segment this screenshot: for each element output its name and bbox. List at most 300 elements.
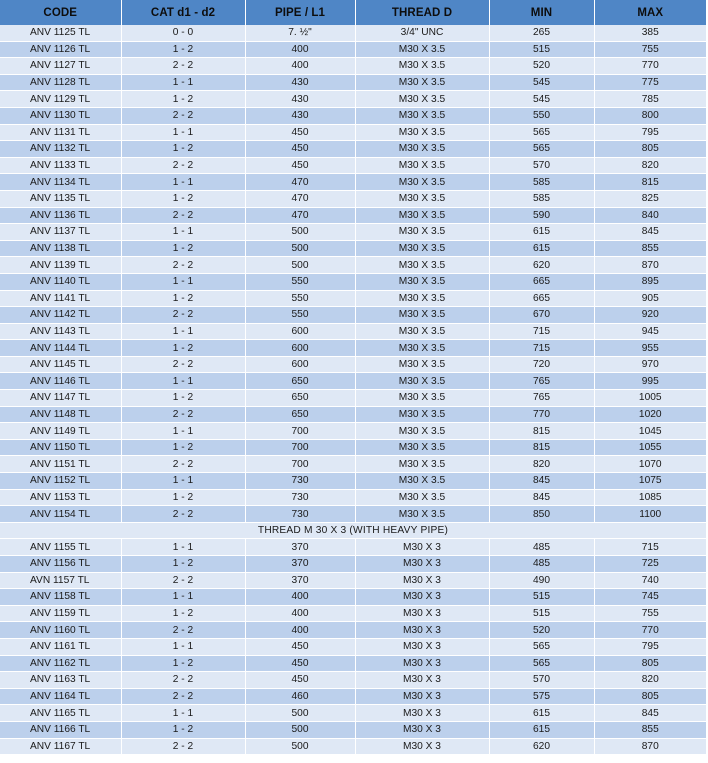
- table-row: [0, 622, 706, 639]
- table-row: [0, 473, 706, 490]
- cell-max: 770: [594, 58, 706, 75]
- cell-cat: 1 - 2: [121, 91, 245, 108]
- cell-min: 765: [489, 390, 594, 407]
- cell-pipe: 430: [245, 107, 355, 124]
- cell-cat: 1 - 2: [121, 390, 245, 407]
- table-row: [0, 356, 706, 373]
- cell-min: 615: [489, 224, 594, 241]
- cell-thread: M30 X 3: [355, 721, 489, 738]
- cell-max: 715: [594, 539, 706, 556]
- table-row: [0, 439, 706, 456]
- cell-pipe: 700: [245, 439, 355, 456]
- cell-pipe: 730: [245, 489, 355, 506]
- cell-min: 845: [489, 473, 594, 490]
- table-row: [0, 572, 706, 589]
- cell-thread: M30 X 3: [355, 688, 489, 705]
- cell-min: 565: [489, 141, 594, 158]
- cell-cat: 1 - 2: [121, 489, 245, 506]
- cell-thread: M30 X 3.5: [355, 257, 489, 274]
- cell-min: 490: [489, 572, 594, 589]
- cell-thread: M30 X 3: [355, 705, 489, 722]
- cell-max: 785: [594, 91, 706, 108]
- table-row: [0, 290, 706, 307]
- cell-code: ANV 1159 TL: [0, 605, 121, 622]
- cell-min: 620: [489, 738, 594, 755]
- cell-code: ANV 1126 TL: [0, 41, 121, 58]
- cell-max: 905: [594, 290, 706, 307]
- cell-thread: M30 X 3: [355, 738, 489, 755]
- cell-max: 945: [594, 323, 706, 340]
- cell-cat: 1 - 1: [121, 423, 245, 440]
- cell-cat: 1 - 1: [121, 224, 245, 241]
- column-header-thread: THREAD D: [355, 0, 489, 25]
- cell-thread: M30 X 3.5: [355, 489, 489, 506]
- cell-code: ANV 1160 TL: [0, 622, 121, 639]
- cell-code: AVN 1157 TL: [0, 572, 121, 589]
- cell-code: ANV 1144 TL: [0, 340, 121, 357]
- cell-cat: 2 - 2: [121, 456, 245, 473]
- cell-pipe: 500: [245, 257, 355, 274]
- cell-min: 575: [489, 688, 594, 705]
- cell-code: ANV 1133 TL: [0, 157, 121, 174]
- cell-code: ANV 1158 TL: [0, 589, 121, 606]
- table-row: [0, 257, 706, 274]
- cell-pipe: 470: [245, 207, 355, 224]
- table-row: [0, 41, 706, 58]
- column-header-pipe: PIPE / L1: [245, 0, 355, 25]
- cell-min: 845: [489, 489, 594, 506]
- cell-cat: 1 - 1: [121, 473, 245, 490]
- cell-code: ANV 1125 TL: [0, 25, 121, 41]
- cell-thread: M30 X 3: [355, 622, 489, 639]
- cell-thread: M30 X 3.5: [355, 456, 489, 473]
- table-row: [0, 74, 706, 91]
- cell-code: ANV 1127 TL: [0, 58, 121, 75]
- cell-thread: M30 X 3.5: [355, 91, 489, 108]
- cell-thread: M30 X 3.5: [355, 157, 489, 174]
- cell-pipe: 500: [245, 240, 355, 257]
- cell-cat: 1 - 1: [121, 539, 245, 556]
- cell-pipe: 400: [245, 589, 355, 606]
- cell-cat: 1 - 1: [121, 705, 245, 722]
- cell-min: 485: [489, 556, 594, 573]
- cell-code: ANV 1154 TL: [0, 506, 121, 523]
- cell-code: ANV 1134 TL: [0, 174, 121, 191]
- cell-pipe: 500: [245, 224, 355, 241]
- cell-min: 850: [489, 506, 594, 523]
- column-header-cat: CAT d1 - d2: [121, 0, 245, 25]
- cell-cat: 1 - 2: [121, 655, 245, 672]
- cell-min: 770: [489, 406, 594, 423]
- cell-max: 995: [594, 373, 706, 390]
- table-row: [0, 721, 706, 738]
- cell-max: 845: [594, 705, 706, 722]
- cell-min: 815: [489, 439, 594, 456]
- cell-max: 770: [594, 622, 706, 639]
- cell-code: ANV 1130 TL: [0, 107, 121, 124]
- table-row: [0, 688, 706, 705]
- cell-pipe: 730: [245, 506, 355, 523]
- cell-pipe: 650: [245, 373, 355, 390]
- table-row: [0, 456, 706, 473]
- cell-cat: 0 - 0: [121, 25, 245, 41]
- cell-pipe: 470: [245, 190, 355, 207]
- cell-pipe: 450: [245, 638, 355, 655]
- cell-thread: M30 X 3: [355, 672, 489, 689]
- cell-cat: 1 - 2: [121, 41, 245, 58]
- cell-code: ANV 1135 TL: [0, 190, 121, 207]
- cell-min: 615: [489, 240, 594, 257]
- column-header-min: MIN: [489, 0, 594, 25]
- cell-pipe: 450: [245, 672, 355, 689]
- cell-code: ANV 1139 TL: [0, 257, 121, 274]
- cell-min: 570: [489, 157, 594, 174]
- cell-min: 590: [489, 207, 594, 224]
- table-row: [0, 91, 706, 108]
- column-header-code: CODE: [0, 0, 121, 25]
- cell-min: 615: [489, 705, 594, 722]
- table-row: [0, 174, 706, 191]
- table-row: [0, 107, 706, 124]
- cell-min: 815: [489, 423, 594, 440]
- cell-pipe: 500: [245, 721, 355, 738]
- cell-pipe: 400: [245, 58, 355, 75]
- cell-max: 805: [594, 688, 706, 705]
- cell-max: 755: [594, 41, 706, 58]
- cell-thread: M30 X 3.5: [355, 373, 489, 390]
- cell-min: 485: [489, 539, 594, 556]
- table-row: [0, 207, 706, 224]
- cell-cat: 2 - 2: [121, 672, 245, 689]
- cell-min: 550: [489, 107, 594, 124]
- cell-pipe: 550: [245, 307, 355, 324]
- cell-cat: 1 - 1: [121, 174, 245, 191]
- cell-cat: 1 - 2: [121, 605, 245, 622]
- cell-min: 565: [489, 655, 594, 672]
- cell-min: 615: [489, 721, 594, 738]
- cell-cat: 2 - 2: [121, 58, 245, 75]
- table-row: [0, 489, 706, 506]
- cell-cat: 1 - 2: [121, 439, 245, 456]
- table-row: [0, 340, 706, 357]
- cell-max: 825: [594, 190, 706, 207]
- cell-cat: 1 - 2: [121, 721, 245, 738]
- cell-pipe: 430: [245, 74, 355, 91]
- cell-cat: 1 - 1: [121, 373, 245, 390]
- cell-min: 665: [489, 290, 594, 307]
- cell-max: 840: [594, 207, 706, 224]
- cell-thread: M30 X 3.5: [355, 473, 489, 490]
- cell-max: 805: [594, 655, 706, 672]
- cell-cat: 2 - 2: [121, 738, 245, 755]
- cell-code: ANV 1167 TL: [0, 738, 121, 755]
- cell-min: 765: [489, 373, 594, 390]
- table-row: [0, 307, 706, 324]
- cell-min: 565: [489, 638, 594, 655]
- cell-pipe: 600: [245, 356, 355, 373]
- cell-cat: 2 - 2: [121, 307, 245, 324]
- cell-max: 1055: [594, 439, 706, 456]
- cell-thread: M30 X 3.5: [355, 141, 489, 158]
- cell-thread: M30 X 3: [355, 638, 489, 655]
- cell-cat: 2 - 2: [121, 356, 245, 373]
- table-row: [0, 556, 706, 573]
- cell-cat: 2 - 2: [121, 107, 245, 124]
- cell-max: 725: [594, 556, 706, 573]
- cell-code: ANV 1164 TL: [0, 688, 121, 705]
- table-row: [0, 323, 706, 340]
- cell-cat: 1 - 1: [121, 74, 245, 91]
- cell-code: ANV 1147 TL: [0, 390, 121, 407]
- cell-pipe: 370: [245, 572, 355, 589]
- cell-min: 570: [489, 672, 594, 689]
- cell-min: 515: [489, 605, 594, 622]
- cell-code: ANV 1132 TL: [0, 141, 121, 158]
- cell-max: 920: [594, 307, 706, 324]
- cell-min: 720: [489, 356, 594, 373]
- cell-cat: 2 - 2: [121, 572, 245, 589]
- cell-pipe: 430: [245, 91, 355, 108]
- cell-pipe: 470: [245, 174, 355, 191]
- cell-max: 870: [594, 257, 706, 274]
- cell-cat: 1 - 2: [121, 340, 245, 357]
- cell-code: ANV 1166 TL: [0, 721, 121, 738]
- cell-thread: M30 X 3.5: [355, 174, 489, 191]
- cell-thread: M30 X 3: [355, 589, 489, 606]
- cell-min: 665: [489, 273, 594, 290]
- cell-thread: M30 X 3.5: [355, 207, 489, 224]
- cell-code: ANV 1163 TL: [0, 672, 121, 689]
- table-row: [0, 224, 706, 241]
- cell-max: 1085: [594, 489, 706, 506]
- table-row: [0, 655, 706, 672]
- cell-cat: 2 - 2: [121, 207, 245, 224]
- table-row: [0, 589, 706, 606]
- cell-thread: M30 X 3.5: [355, 290, 489, 307]
- cell-pipe: 400: [245, 605, 355, 622]
- cell-cat: 1 - 1: [121, 273, 245, 290]
- table-row: [0, 190, 706, 207]
- cell-max: 815: [594, 174, 706, 191]
- cell-code: ANV 1146 TL: [0, 373, 121, 390]
- cell-pipe: 400: [245, 41, 355, 58]
- cell-cat: 1 - 1: [121, 589, 245, 606]
- cell-max: 795: [594, 638, 706, 655]
- header-row: [0, 0, 706, 25]
- cell-code: ANV 1156 TL: [0, 556, 121, 573]
- cell-thread: M30 X 3.5: [355, 273, 489, 290]
- cell-max: 385: [594, 25, 706, 41]
- cell-code: ANV 1136 TL: [0, 207, 121, 224]
- cell-pipe: 600: [245, 340, 355, 357]
- cell-code: ANV 1145 TL: [0, 356, 121, 373]
- cell-max: 855: [594, 240, 706, 257]
- cell-max: 970: [594, 356, 706, 373]
- cell-cat: 1 - 2: [121, 141, 245, 158]
- table-header: [0, 0, 706, 25]
- table-row: [0, 738, 706, 755]
- cell-max: 740: [594, 572, 706, 589]
- cell-pipe: 450: [245, 157, 355, 174]
- cell-code: ANV 1153 TL: [0, 489, 121, 506]
- cell-min: 265: [489, 25, 594, 41]
- cell-cat: 2 - 2: [121, 406, 245, 423]
- cell-cat: 1 - 1: [121, 323, 245, 340]
- cell-min: 715: [489, 323, 594, 340]
- cell-max: 800: [594, 107, 706, 124]
- section-label: THREAD M 30 X 3 (WITH HEAVY PIPE): [0, 522, 706, 539]
- cell-thread: M30 X 3.5: [355, 356, 489, 373]
- cell-max: 745: [594, 589, 706, 606]
- cell-min: 670: [489, 307, 594, 324]
- cell-pipe: 370: [245, 539, 355, 556]
- cell-cat: 1 - 1: [121, 638, 245, 655]
- cell-thread: M30 X 3.5: [355, 74, 489, 91]
- cell-thread: M30 X 3.5: [355, 390, 489, 407]
- table-row: [0, 638, 706, 655]
- table-row: [0, 705, 706, 722]
- table-row: [0, 273, 706, 290]
- table-row: [0, 157, 706, 174]
- cell-pipe: 450: [245, 124, 355, 141]
- table-row: [0, 605, 706, 622]
- cell-thread: 3/4" UNC: [355, 25, 489, 41]
- cell-code: ANV 1128 TL: [0, 74, 121, 91]
- cell-code: ANV 1162 TL: [0, 655, 121, 672]
- cell-code: ANV 1150 TL: [0, 439, 121, 456]
- cell-code: ANV 1151 TL: [0, 456, 121, 473]
- cell-min: 520: [489, 622, 594, 639]
- cell-pipe: 370: [245, 556, 355, 573]
- cell-thread: M30 X 3.5: [355, 439, 489, 456]
- cell-max: 820: [594, 157, 706, 174]
- table-row: [0, 58, 706, 75]
- cell-min: 565: [489, 124, 594, 141]
- table-row: [0, 124, 706, 141]
- table-row: [0, 240, 706, 257]
- cell-thread: M30 X 3.5: [355, 240, 489, 257]
- cell-max: 845: [594, 224, 706, 241]
- cell-thread: M30 X 3.5: [355, 506, 489, 523]
- cell-min: 620: [489, 257, 594, 274]
- cell-pipe: 650: [245, 406, 355, 423]
- cell-pipe: 600: [245, 323, 355, 340]
- cell-pipe: 500: [245, 705, 355, 722]
- cell-code: ANV 1165 TL: [0, 705, 121, 722]
- cell-thread: M30 X 3.5: [355, 224, 489, 241]
- cell-code: ANV 1149 TL: [0, 423, 121, 440]
- cell-max: 775: [594, 74, 706, 91]
- cell-pipe: 700: [245, 456, 355, 473]
- cell-pipe: 460: [245, 688, 355, 705]
- cell-code: ANV 1141 TL: [0, 290, 121, 307]
- table-row: [0, 506, 706, 523]
- cell-max: 855: [594, 721, 706, 738]
- cell-cat: 1 - 2: [121, 290, 245, 307]
- cell-min: 715: [489, 340, 594, 357]
- cell-code: ANV 1138 TL: [0, 240, 121, 257]
- cell-max: 870: [594, 738, 706, 755]
- cell-max: 795: [594, 124, 706, 141]
- cell-thread: M30 X 3.5: [355, 41, 489, 58]
- cell-pipe: 700: [245, 423, 355, 440]
- cell-max: 955: [594, 340, 706, 357]
- cell-max: 805: [594, 141, 706, 158]
- cell-pipe: 450: [245, 655, 355, 672]
- cell-code: ANV 1143 TL: [0, 323, 121, 340]
- cell-thread: M30 X 3.5: [355, 423, 489, 440]
- cell-pipe: 650: [245, 390, 355, 407]
- cell-cat: 2 - 2: [121, 506, 245, 523]
- cell-code: ANV 1142 TL: [0, 307, 121, 324]
- cell-pipe: 550: [245, 273, 355, 290]
- table-row: [0, 373, 706, 390]
- cell-thread: M30 X 3.5: [355, 307, 489, 324]
- table-row: [0, 25, 706, 41]
- cell-pipe: 730: [245, 473, 355, 490]
- table-row: [0, 672, 706, 689]
- cell-max: 1045: [594, 423, 706, 440]
- cell-pipe: 550: [245, 290, 355, 307]
- cell-cat: 2 - 2: [121, 622, 245, 639]
- cell-max: 1075: [594, 473, 706, 490]
- table-row: [0, 423, 706, 440]
- cell-code: ANV 1140 TL: [0, 273, 121, 290]
- cell-min: 515: [489, 589, 594, 606]
- table-row: [0, 406, 706, 423]
- cell-min: 515: [489, 41, 594, 58]
- cell-max: 820: [594, 672, 706, 689]
- cell-max: 755: [594, 605, 706, 622]
- cell-cat: 2 - 2: [121, 257, 245, 274]
- cell-thread: M30 X 3.5: [355, 406, 489, 423]
- cell-pipe: 400: [245, 622, 355, 639]
- cell-code: ANV 1137 TL: [0, 224, 121, 241]
- cell-code: ANV 1129 TL: [0, 91, 121, 108]
- cell-max: 1020: [594, 406, 706, 423]
- cell-pipe: 7. ½": [245, 25, 355, 41]
- cell-code: ANV 1152 TL: [0, 473, 121, 490]
- cell-pipe: 450: [245, 141, 355, 158]
- cell-cat: 1 - 2: [121, 190, 245, 207]
- cell-cat: 1 - 2: [121, 556, 245, 573]
- cell-code: ANV 1131 TL: [0, 124, 121, 141]
- cell-thread: M30 X 3: [355, 605, 489, 622]
- cell-thread: M30 X 3.5: [355, 340, 489, 357]
- cell-thread: M30 X 3: [355, 655, 489, 672]
- section-divider-row: [0, 522, 706, 539]
- cell-min: 545: [489, 91, 594, 108]
- cell-max: 1070: [594, 456, 706, 473]
- column-header-max: MAX: [594, 0, 706, 25]
- table-body: [0, 25, 706, 755]
- cell-thread: M30 X 3.5: [355, 190, 489, 207]
- cell-thread: M30 X 3.5: [355, 58, 489, 75]
- table-row: [0, 539, 706, 556]
- cell-cat: 2 - 2: [121, 157, 245, 174]
- cell-max: 895: [594, 273, 706, 290]
- table-row: [0, 390, 706, 407]
- cell-min: 545: [489, 74, 594, 91]
- cell-min: 520: [489, 58, 594, 75]
- cell-max: 1100: [594, 506, 706, 523]
- cell-cat: 1 - 1: [121, 124, 245, 141]
- cell-cat: 1 - 2: [121, 240, 245, 257]
- cell-min: 585: [489, 174, 594, 191]
- cell-cat: 2 - 2: [121, 688, 245, 705]
- cell-max: 1005: [594, 390, 706, 407]
- cell-code: ANV 1161 TL: [0, 638, 121, 655]
